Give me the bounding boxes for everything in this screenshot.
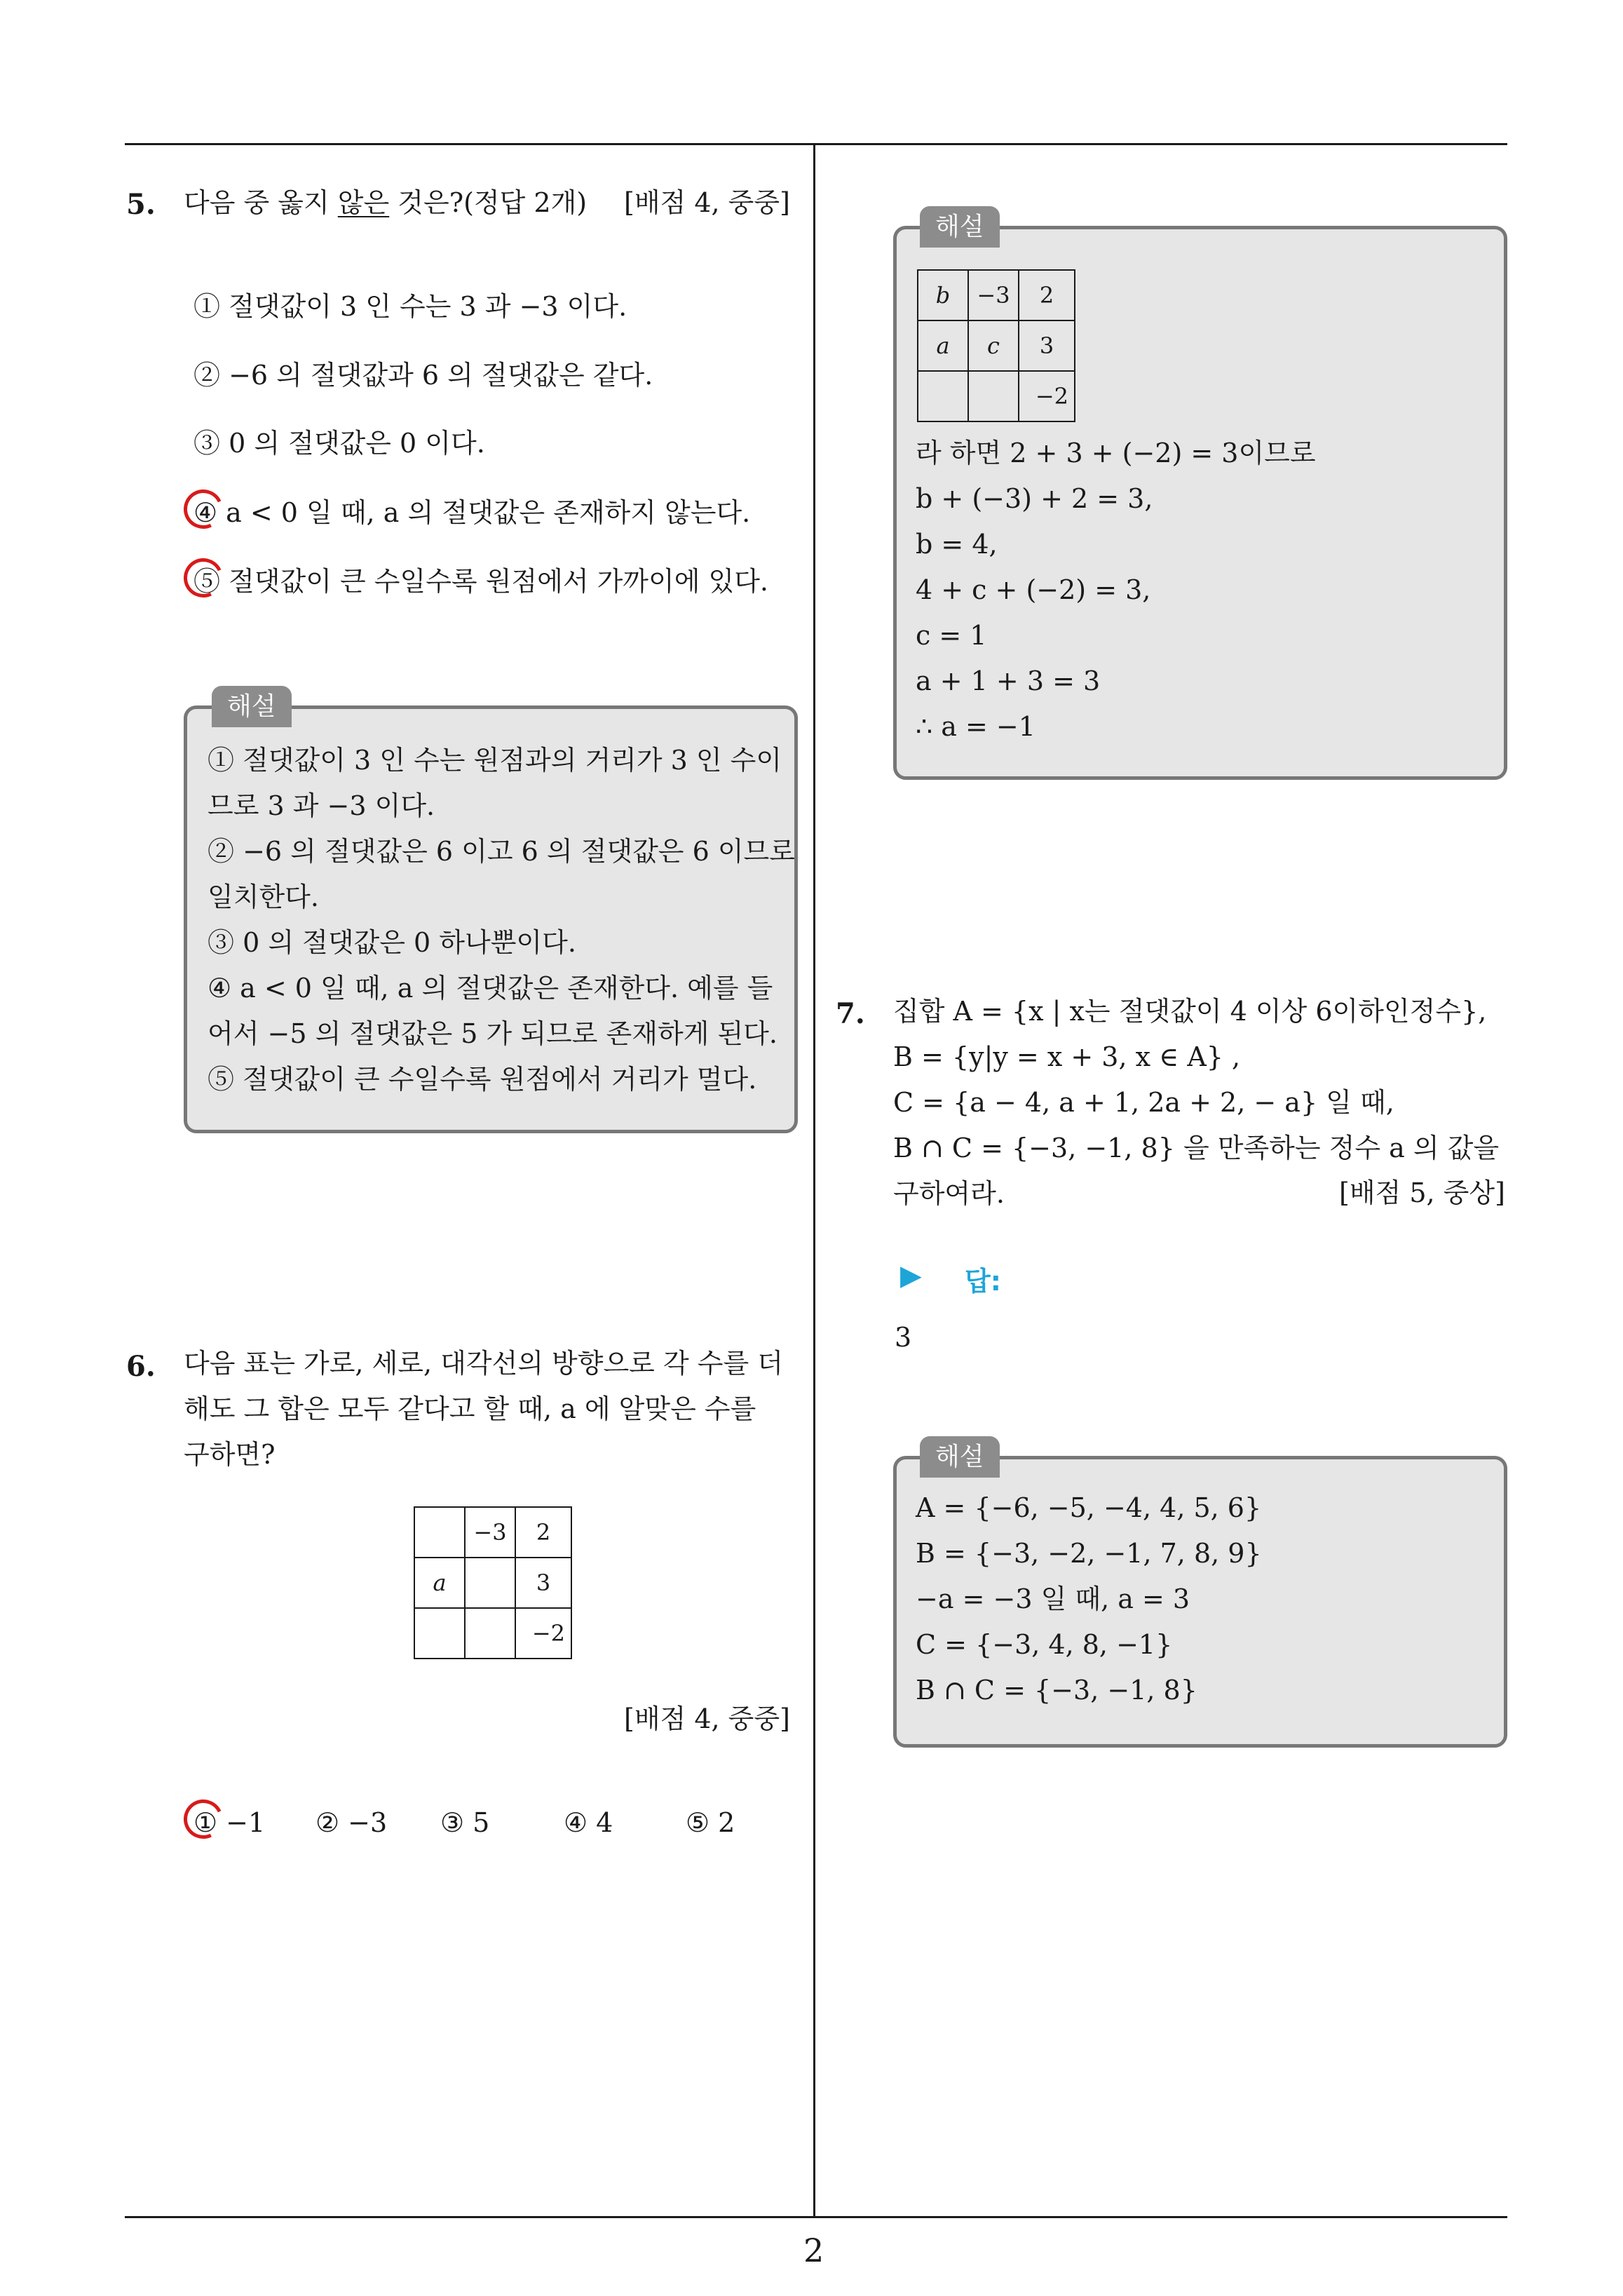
q5-explanation-line: ① 절댓값이 3 인 수는 원점과의 거리가 3 인 수이 — [208, 745, 782, 776]
q7-explanation-tag: 해설 — [920, 1436, 1000, 1478]
q6-choice-3[interactable]: ③ 5 — [440, 1807, 490, 1838]
q6-grid-cell: 2 — [515, 1507, 571, 1558]
q5-explanation-line: ④ a < 0 일 때, a 의 절댓값은 존재한다. 예를 들 — [208, 973, 773, 1004]
q6-grid-cell — [465, 1558, 515, 1608]
q5-explanation-line: 므로 3 과 −3 이다. — [208, 790, 435, 821]
q6-stem-line: 구하면? — [184, 1439, 276, 1470]
q7-stem-line: C = {a − 4, a + 1, 2a + 2, − a} 일 때, — [893, 1087, 1394, 1118]
q6-explanation-line: b = 4, — [916, 529, 998, 560]
q6-stem-line: 해도 그 합은 모두 같다고 할 때, a 에 알맞은 수를 — [184, 1393, 756, 1424]
q6-expl-grid-cell — [918, 371, 968, 421]
q5-explanation-line: ⑤ 절댓값이 큰 수일수록 원점에서 거리가 멀다. — [208, 1064, 757, 1095]
q5-explanation-line: ② −6 의 절댓값은 6 이고 6 의 절댓값은 6 이므로 — [208, 836, 795, 867]
q7-explanation-line: A = {−6, −5, −4, 4, 5, 6} — [916, 1492, 1262, 1523]
q7-explanation-line: B = {−3, −2, −1, 7, 8, 9} — [916, 1538, 1262, 1569]
q6-grid-cell — [465, 1608, 515, 1659]
q6-explanation-line: ∴ a = −1 — [916, 711, 1035, 742]
q6-explanation-tag: 해설 — [920, 206, 1000, 248]
q6-explanation-line: c = 1 — [916, 620, 987, 651]
page-number: 2 — [803, 2231, 824, 2269]
q5-stem-post: 것은?(정답 2개) — [389, 187, 588, 218]
q7-explanation-line: −a = −3 일 때, a = 3 — [916, 1583, 1190, 1614]
q6-grid-cell — [414, 1608, 465, 1659]
q7-stem-line: B = {y|y = x + 3, x ∈ A} , — [893, 1041, 1241, 1072]
q7-explanation-line: B ∩ C = {−3, −1, 8} — [916, 1675, 1197, 1706]
q6-grid-cell — [414, 1507, 465, 1558]
q5-explanation-line: 어서 −5 의 절댓값은 5 가 되므로 존재하게 된다. — [208, 1018, 777, 1049]
q5-stem — [184, 189, 587, 216]
q6-stem-line: 다음 표는 가로, 세로, 대각선의 방향으로 각 수를 더 — [184, 1348, 783, 1379]
bottom-rule — [125, 2216, 1507, 2218]
q6-expl-grid-cell: 2 — [1019, 270, 1075, 320]
q6-choice-4[interactable]: ④ 4 — [564, 1807, 613, 1838]
q6-expl-grid-cell: c — [968, 320, 1019, 371]
q6-expl-grid-cell: −2 — [1019, 371, 1075, 421]
q5-explanation-line: 일치한다. — [208, 882, 319, 912]
q6-grid-cell: 3 — [515, 1558, 571, 1608]
column-divider — [813, 143, 815, 2217]
q6-explanation-line: 라 하면 2 + 3 + (−2) = 3이므로 — [916, 438, 1316, 468]
q5-choice-4[interactable]: ④ a < 0 일 때, a 의 절댓값은 존재하지 않는다. — [193, 497, 751, 528]
q6-explanation-line: b + (−3) + 2 = 3, — [916, 483, 1153, 514]
q5-explanation-text — [208, 738, 795, 1102]
top-rule — [125, 143, 1507, 145]
q7-answer-label: 답: — [965, 1266, 1001, 1297]
q6-stem — [184, 1341, 783, 1478]
q6-expl-grid-cell: b — [918, 270, 968, 320]
q6-choice-1[interactable]: ① −1 — [193, 1807, 266, 1838]
q6-explanation-line: 4 + c + (−2) = 3, — [916, 574, 1151, 605]
q7-score: [배점 5, 중상] — [1339, 1177, 1505, 1208]
q6-expl-grid-cell: 3 — [1019, 320, 1075, 371]
q6-score: [배점 4, 중중] — [624, 1703, 790, 1734]
q5-explanation-tag: 해설 — [212, 686, 292, 727]
q5-number: 5. — [126, 188, 156, 221]
q7-explanation-text — [916, 1485, 1262, 1713]
q6-grid-cell: −2 — [515, 1608, 571, 1659]
q6-choice-2[interactable]: ② −3 — [315, 1807, 388, 1838]
answer-arrow-icon: ▶ — [900, 1260, 922, 1292]
q5-explanation-line: ③ 0 의 절댓값은 0 하나뿐이다. — [208, 927, 576, 958]
q7-stem-line: B ∩ C = {−3, −1, 8} 을 만족하는 정수 a 의 값을 — [893, 1133, 1500, 1163]
q5-choice-2[interactable]: ② −6 의 절댓값과 6 의 절댓값은 같다. — [193, 360, 653, 391]
q7-explanation-line: C = {−3, 4, 8, −1} — [916, 1629, 1173, 1660]
q6-expl-grid-cell: a — [918, 320, 968, 371]
q5-choice-3[interactable]: ③ 0 의 절댓값은 0 이다. — [193, 428, 485, 459]
q7-stem-line: 집합 A = {x | x는 절댓값이 4 이상 6이하인정수}, — [893, 996, 1487, 1027]
q6-expl-grid-cell: −3 — [968, 270, 1019, 320]
q5-score: [배점 4, 중중] — [624, 187, 790, 218]
q6-explanation-square — [917, 269, 1075, 422]
q6-explanation-text — [916, 431, 1316, 750]
q6-explanation-line: a + 1 + 3 = 3 — [916, 666, 1101, 696]
q5-stem-underlined: 않은 — [337, 187, 390, 218]
q7-stem-line: 구하여라. — [893, 1178, 1005, 1209]
q7-number: 7. — [836, 997, 865, 1030]
q6-expl-grid-cell — [968, 371, 1019, 421]
q6-grid-cell: a — [414, 1558, 465, 1608]
q5-choice-5[interactable]: ⑤ 절댓값이 큰 수일수록 원점에서 가까이에 있다. — [193, 566, 769, 597]
q6-choice-5[interactable]: ⑤ 2 — [686, 1807, 735, 1838]
q5-stem-pre: 다음 중 옳지 — [184, 187, 338, 218]
q5-choice-1[interactable]: ① 절댓값이 3 인 수는 3 과 −3 이다. — [193, 291, 627, 322]
q6-grid-cell: −3 — [465, 1507, 515, 1558]
q7-answer-value[interactable]: 3 — [895, 1322, 912, 1353]
q6-magic-square — [414, 1506, 572, 1659]
q6-number: 6. — [126, 1350, 156, 1383]
